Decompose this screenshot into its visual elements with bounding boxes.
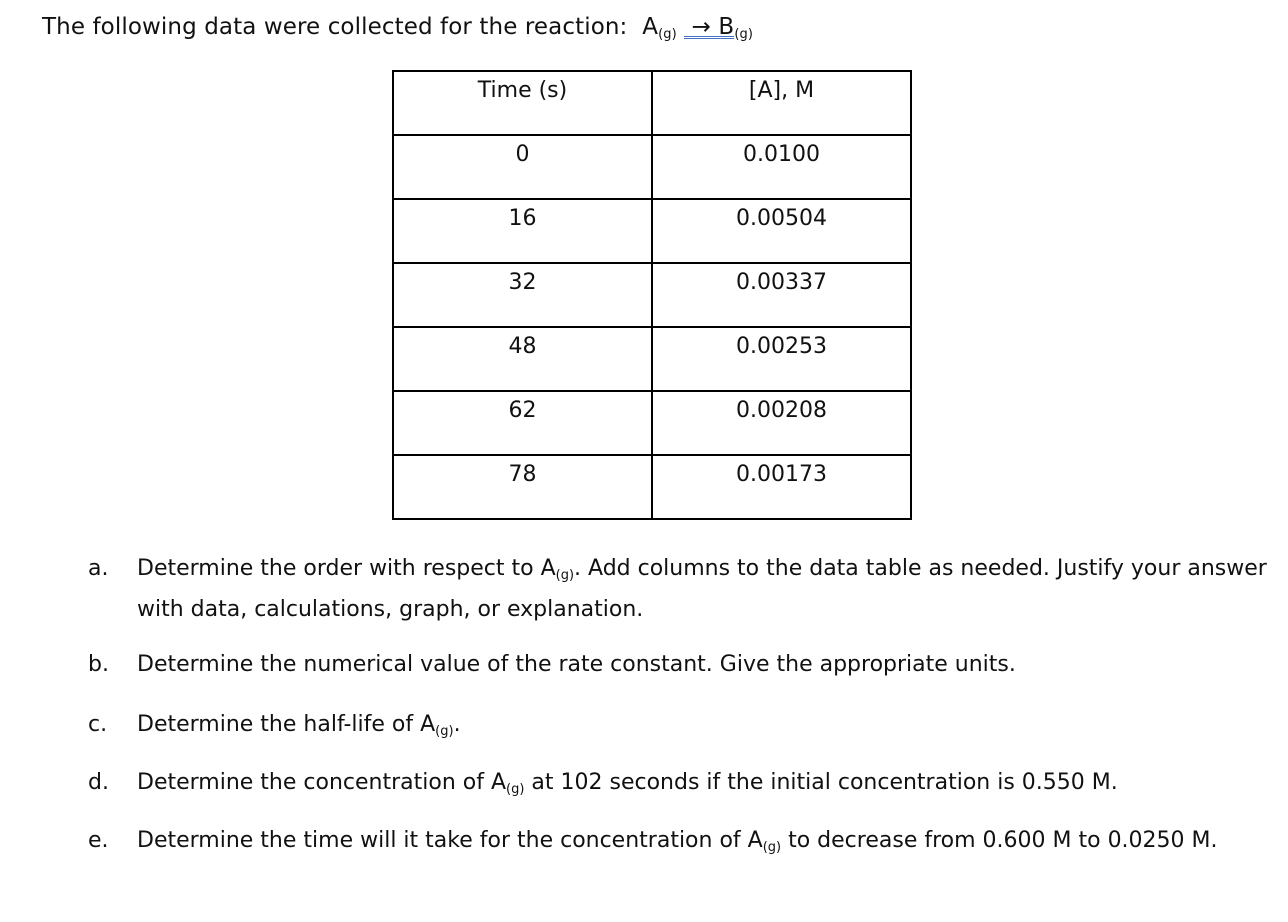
question-text [137,822,1267,863]
time-cell: 78 [393,455,652,519]
concentration-cell: 0.00208 [652,391,911,455]
heading-text: The following data were collected for the reaction: [42,14,628,40]
question-text [137,764,1267,805]
table-row [393,135,911,199]
spellcheck-underline [684,36,734,39]
header-time: Time (s) [393,71,652,135]
reactant-symbol: A [642,14,659,40]
time-cell: 62 [393,391,652,455]
concentration-cell: 0.00504 [652,199,911,263]
table-row [393,263,911,327]
product-state: (g) [734,27,754,42]
question-text-start: Determine the half-life of A [137,712,436,737]
concentration-cell: 0.00253 [652,327,911,391]
time-cell: 0 [393,135,652,199]
question-text [137,646,1267,684]
time-cell: 32 [393,263,652,327]
table-row [393,327,911,391]
question-subscript: (g) [555,568,575,583]
question-label: a. [88,556,109,581]
question-label: e. [88,828,109,853]
kinetics-data-table [392,70,912,520]
question-subscript: (g) [762,840,782,855]
question-text-end: to decrease from 0.600 M to 0.0250 M. [781,828,1218,853]
reactant-state: (g) [658,27,677,42]
question-subscript: (g) [435,724,454,739]
time-cell: 48 [393,327,652,391]
question-text-start: Determine the time will it take for the concentration of A [137,828,763,853]
header-concentration: [A], M [652,71,911,135]
table-row [393,391,911,455]
time-cell: 16 [393,199,652,263]
question-text-end: . Add columns to the data table as needed. Justify your answer with data, calculations, graph, or explanation. [137,556,1267,622]
concentration-cell: 0.00173 [652,455,911,519]
question-label: d. [88,770,109,795]
table-header-row [393,71,911,135]
question-text-start: Determine the numerical value of the rate constant. Give the appropriate units. [137,652,1016,677]
question-label: b. [88,652,109,677]
concentration-cell: 0.00337 [652,263,911,327]
table-row [393,199,911,263]
question-text-end: . [453,712,461,737]
product-symbol: B [718,14,735,40]
question-subscript: (g) [506,782,525,797]
question-text-start: Determine the concentration of A [137,770,507,795]
table-row [393,455,911,519]
question-text [137,706,1267,747]
reaction-heading [42,14,753,40]
question-text-end: at 102 seconds if the initial concentration is 0.550 M. [524,770,1118,795]
question-text-start: Determine the order with respect to A [137,556,556,581]
reaction-arrow-group [684,14,734,40]
reaction-arrow-icon: → [691,14,711,40]
question-text [137,550,1267,629]
question-label: c. [88,712,108,737]
concentration-cell: 0.0100 [652,135,911,199]
